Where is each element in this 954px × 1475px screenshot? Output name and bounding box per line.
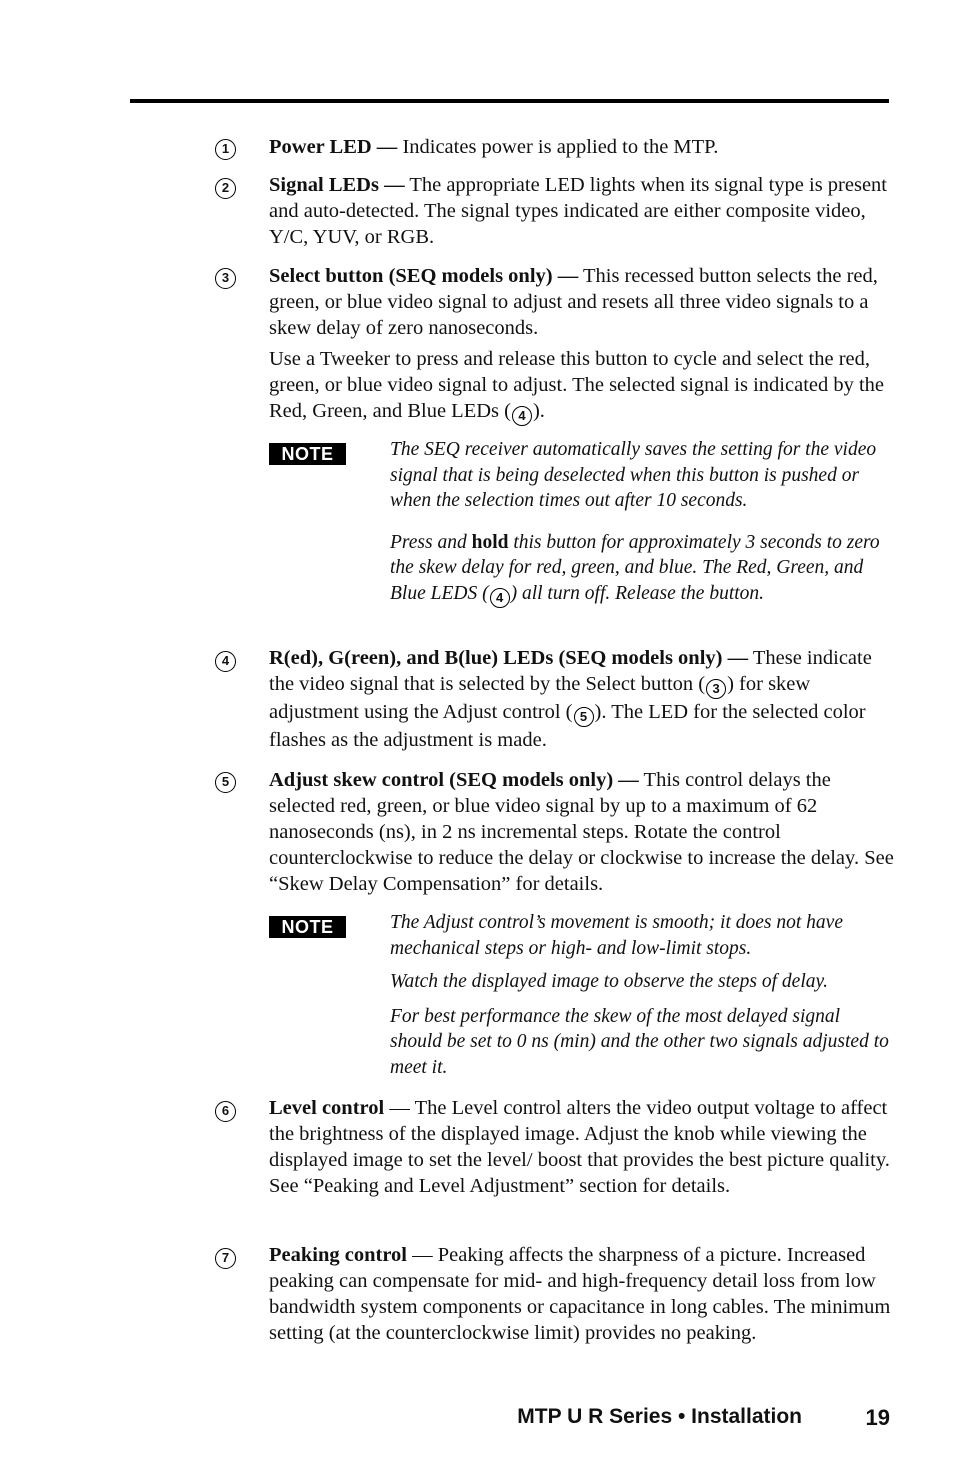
item-text: — Peaking affects the sharpness of a picture. Increased peaking can compensate for mid- and high-frequency detail loss from low bandwidth system components or capacitance in long cables. The minimum setting (at the counterclockwise limit) provides no peaking.: [269, 1244, 891, 1344]
item-title: Adjust skew control (SEQ models only) —: [269, 769, 639, 791]
item-title: Select button (SEQ models only) —: [269, 265, 579, 287]
footer-title: MTP U R Series • Installation: [517, 1405, 802, 1428]
note-badge: NOTE: [269, 916, 346, 938]
note-text: For best performance the skew of the most delayed signal should be set to 0 ns (min) and the other two signals adjusted to meet it.: [390, 1005, 889, 1078]
note-text: this button for approximately 3 seconds to zero the skew delay for red, green, and blue. The Red, Green, and Blue LEDS (: [390, 531, 880, 604]
item-peaking-control: [269, 1242, 894, 1346]
note-bold-text: hold: [471, 531, 509, 553]
item-text: ). The LED for the selected color flashes as the adjustment is made.: [269, 701, 866, 751]
item-title: Power LED —: [269, 136, 398, 158]
item-text: Indicates power is applied to the MTP.: [397, 136, 719, 158]
item-title: R(ed), G(reen), and B(lue) LEDs (SEQ models only) —: [269, 647, 749, 669]
callout-5-icon: 5: [215, 772, 236, 793]
item-text: Use a Tweeker to press and release this button to cycle and select the red, green, or blue video signal to adjust. The selected signal is indicated by the Red, Green, and Blue LEDs (: [269, 348, 885, 422]
item-text: The appropriate LED lights when its signal type is present and auto-detected. The signal types indicated are either composite video, Y/C, YUV, or RGB.: [269, 174, 887, 248]
note-text: Watch the displayed image to observe the steps of delay.: [390, 971, 828, 992]
note-adjust-control: [390, 910, 890, 1080]
callout-1-icon: 1: [215, 139, 236, 160]
item-title: Signal LEDs —: [269, 174, 405, 196]
item-select-button: [269, 263, 894, 426]
callout-4-icon: 4: [215, 651, 236, 672]
note-text: Press and: [390, 531, 472, 553]
callout-2-icon: 2: [215, 178, 236, 199]
note-text: ) all turn off. Release the button.: [510, 582, 765, 604]
page-footer: [480, 1405, 890, 1435]
item-text: — The Level control alters the video output voltage to affect the brightness of the displayed image. Adjust the knob while viewing the displayed image to set the level/ boost that provides the best picture quality. See “Peaking and Level Adjustment” section for details.: [269, 1097, 890, 1197]
item-title: Peaking control: [269, 1244, 407, 1266]
item-title: Level control: [269, 1097, 385, 1119]
callout-4-ref-icon: 4: [512, 406, 532, 426]
item-text: This control delays the selected red, green, or blue video signal by up to a maximum of 62 nanoseconds (ns), in 2 ns incremental steps. Rotate the control counterclockwise to reduce the delay or clockwise to increase the delay. See “Skew Delay Compensation” for details.: [269, 769, 894, 895]
header-rule: [130, 99, 889, 103]
item-text: This recessed button selects the red, green, or blue video signal to adjust and resets all three video signals to a skew delay of zero nanoseconds.: [269, 265, 878, 339]
item-text: ).: [532, 400, 545, 422]
note-text: The SEQ receiver automatically saves the setting for the video signal that is being deselected when this button is pushed or when the selection times out after 10 seconds.: [390, 439, 877, 511]
callout-6-icon: 6: [215, 1101, 236, 1122]
item-power-led: [269, 134, 894, 160]
item-text: These indicate the video signal that is selected by the Select button (: [269, 647, 872, 695]
item-adjust-skew: [269, 767, 894, 897]
callout-3-icon: 3: [215, 268, 236, 289]
callout-3-ref-icon: 3: [706, 679, 726, 699]
callout-5-ref-icon: 5: [574, 707, 594, 727]
item-rgb-leds: [269, 645, 894, 753]
item-signal-leds: [269, 172, 894, 250]
item-text: ) for skew adjustment using the Adjust control (: [269, 673, 811, 723]
callout-4-ref-icon: 4: [490, 588, 510, 608]
page-number: 19: [865, 1405, 890, 1430]
callout-7-icon: 7: [215, 1248, 236, 1269]
item-level-control: [269, 1095, 894, 1199]
note-badge: NOTE: [269, 443, 346, 465]
note-select-button: [390, 437, 890, 608]
note-text: The Adjust control’s movement is smooth; it does not have mechanical steps or high- and low-limit stops.: [390, 912, 843, 959]
